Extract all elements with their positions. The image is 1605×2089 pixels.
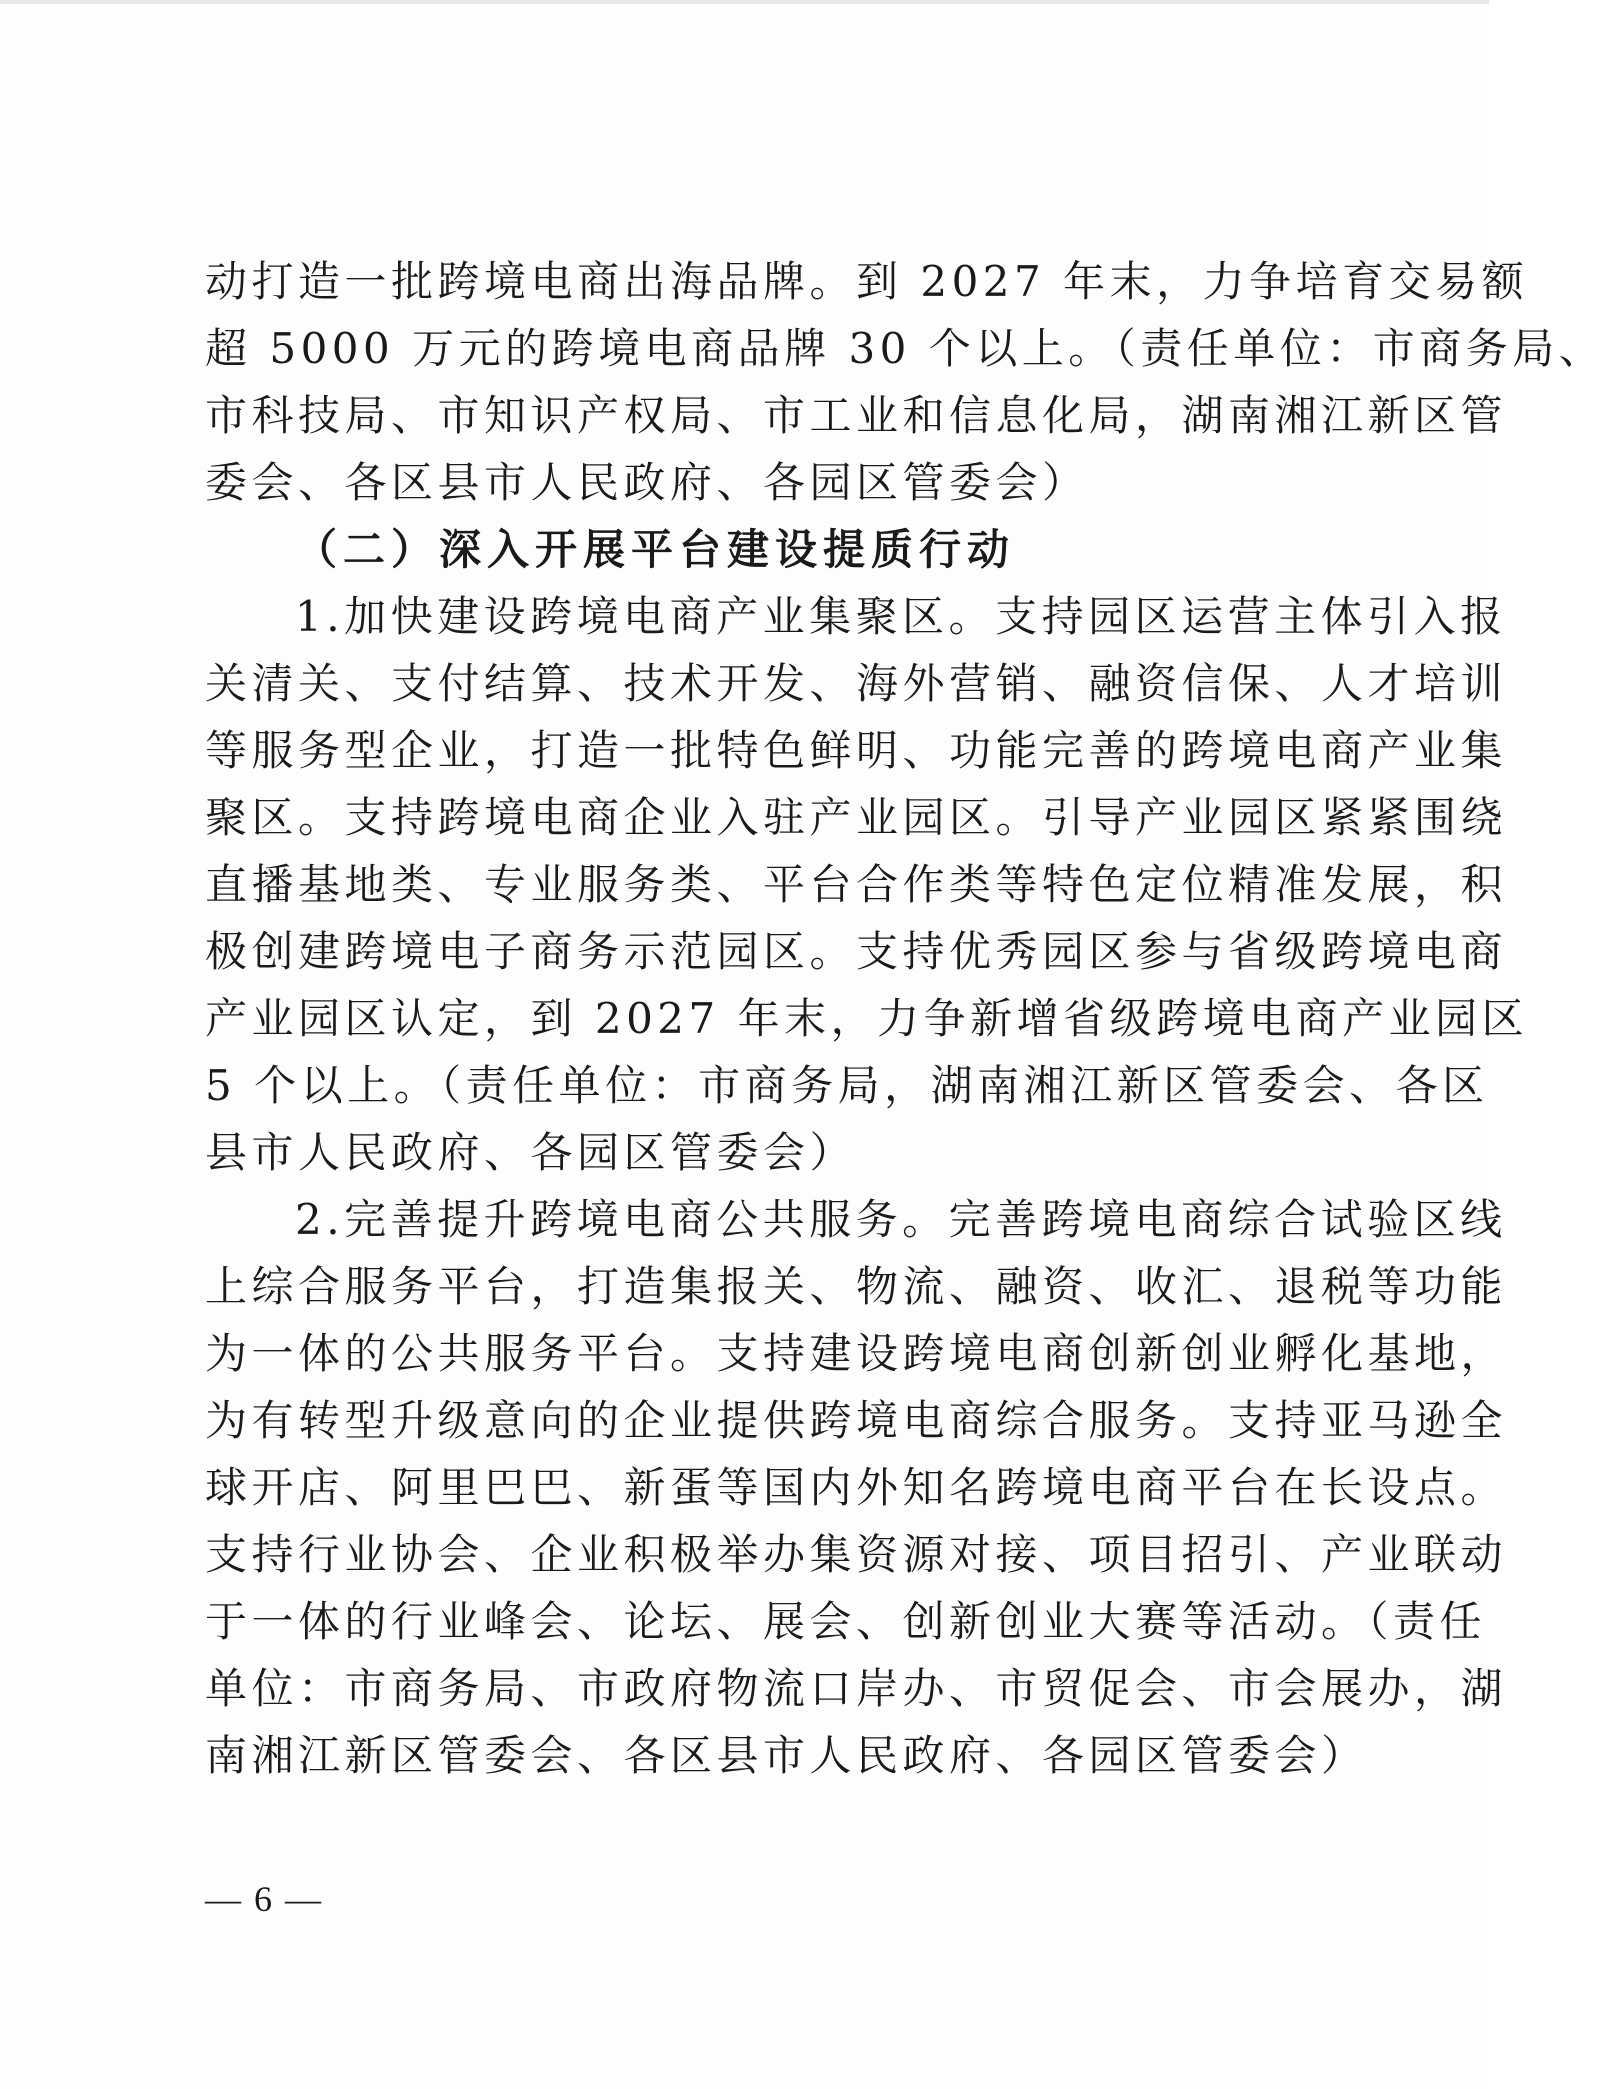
- text-line: 单位：市商务局、市政府物流口岸办、市贸促会、市会展办，湖: [205, 1664, 1508, 1713]
- paragraph-item-2: [205, 1186, 1508, 1789]
- text-line: 5 个以上。（责任单位：市商务局，湖南湘江新区管委会、各区: [205, 1061, 1489, 1110]
- text-line: 上综合服务平台，打造集报关、物流、融资、收汇、退税等功能: [205, 1262, 1508, 1311]
- text-line: 超 5000 万元的跨境电商品牌 30 个以上。（责任单位：市商务局、: [205, 324, 1605, 373]
- paragraph-item-1: [205, 583, 1529, 1186]
- text-line: 产业园区认定，到 2027 年末，力争新增省级跨境电商产业园区: [205, 994, 1529, 1043]
- text-line: 南湘江新区管委会、各区县市人民政府、各园区管委会）: [205, 1731, 1368, 1780]
- text-line: 委会、各区县市人民政府、各园区管委会）: [205, 458, 1089, 507]
- page-number: — 6 —: [205, 1879, 323, 1919]
- text-line: 县市人民政府、各园区管委会）: [205, 1128, 857, 1177]
- text-line: 2.完善提升跨境电商公共服务。完善跨境电商综合试验区线: [295, 1195, 1507, 1244]
- text-line: 为一体的公共服务平台。支持建设跨境电商创新创业孵化基地，: [205, 1329, 1508, 1378]
- body-text: [205, 248, 1605, 1789]
- text-line: 于一体的行业峰会、论坛、展会、创新创业大赛等活动。（责任: [205, 1597, 1487, 1646]
- text-line: 1.加快建设跨境电商产业集聚区。支持园区运营主体引入报: [295, 592, 1507, 641]
- text-line: 为有转型升级意向的企业提供跨境电商综合服务。支持亚马逊全: [205, 1396, 1508, 1445]
- paragraph-continuation: [205, 248, 1605, 516]
- text-line: 球开店、阿里巴巴、新蛋等国内外知名跨境电商平台在长设点。: [205, 1463, 1508, 1512]
- text-line: 直播基地类、专业服务类、平台合作类等特色定位精准发展，积: [205, 860, 1508, 909]
- text-line: 支持行业协会、企业积极举办集资源对接、项目招引、产业联动: [205, 1530, 1508, 1579]
- text-line: 等服务型企业，打造一批特色鲜明、功能完善的跨境电商产业集: [205, 726, 1508, 775]
- scan-top-edge: [0, 0, 1489, 4]
- heading-line: （二）深入开展平台建设提质行动: [295, 525, 1016, 574]
- section-heading: [205, 516, 1303, 583]
- text-line: 关清关、支付结算、技术开发、海外营销、融资信保、人才培训: [205, 659, 1508, 708]
- text-line: 市科技局、市知识产权局、市工业和信息化局，湖南湘江新区管: [205, 391, 1508, 440]
- text-line: 聚区。支持跨境电商企业入驻产业园区。引导产业园区紧紧围绕: [205, 793, 1508, 842]
- text-line: 动打造一批跨境电商出海品牌。到 2027 年末，力争培育交易额: [205, 257, 1529, 306]
- text-line: 极创建跨境电子商务示范园区。支持优秀园区参与省级跨境电商: [205, 927, 1508, 976]
